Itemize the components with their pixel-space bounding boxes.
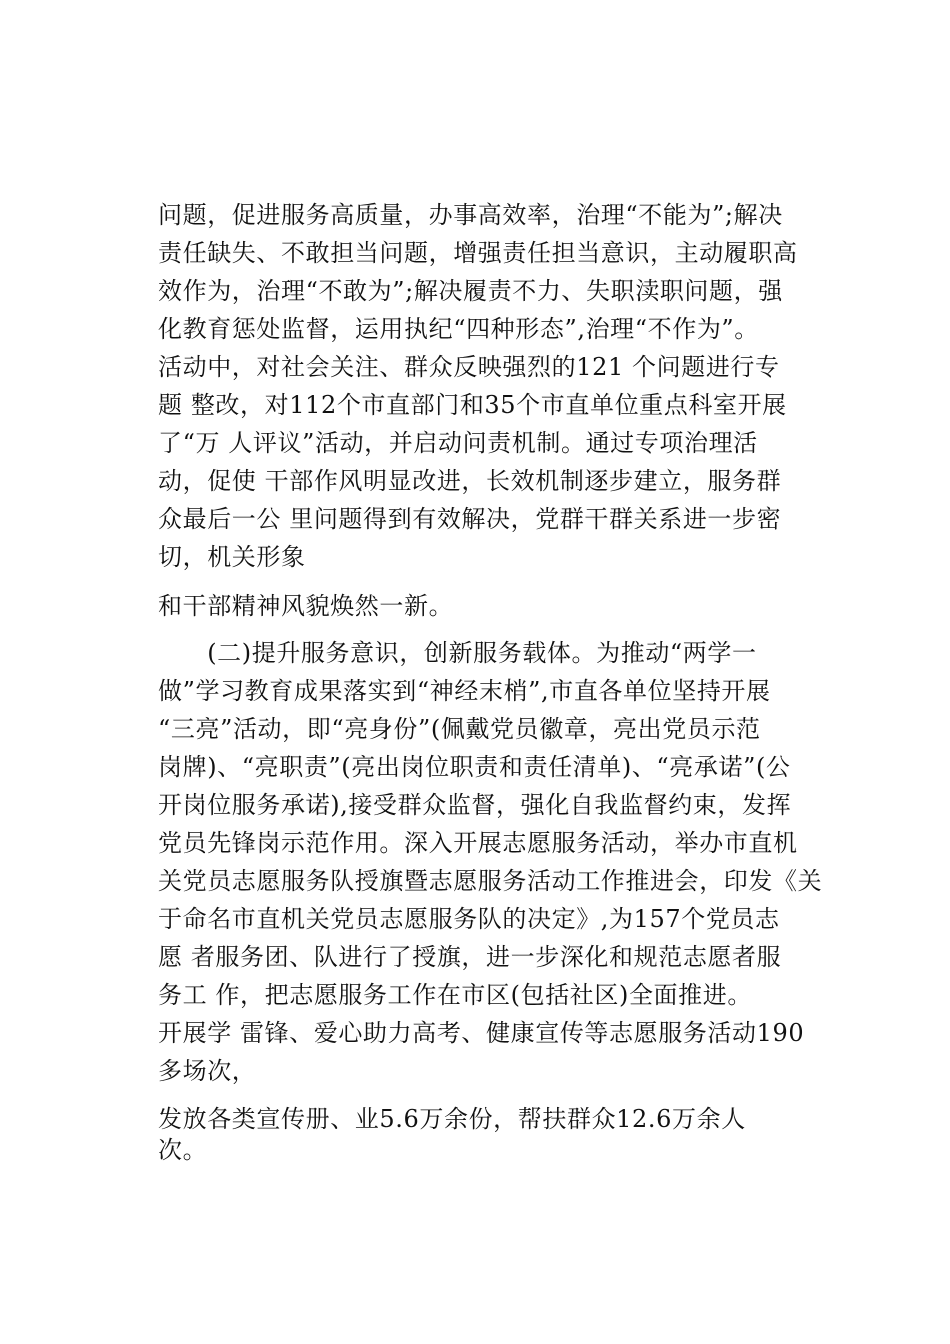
- paragraph-line: 党员先锋岗示范作用。深入开展志愿服务活动，举办市直机: [158, 829, 798, 857]
- paragraph-line: 和干部精神风貌焕然一新。: [158, 592, 454, 620]
- paragraph-line: 了“万 人评议”活动，并启动问责机制。通过专项治理活: [158, 429, 758, 457]
- paragraph-line: 题 整改，对112个市直部门和35个市直单位重点科室开展: [158, 391, 787, 419]
- paragraph-line: 岗牌)、“亮职责”(亮出岗位职责和责任清单)、“亮承诺”(公: [158, 753, 791, 781]
- section-heading-line: (二)提升服务意识，创新服务载体。为推动“两学一: [158, 639, 757, 667]
- paragraph-line: 切，机关形象: [158, 543, 306, 571]
- paragraph-line: 愿 者服务团、队进行了授旗，进一步深化和规范志愿者服: [158, 943, 782, 971]
- paragraph-line: 责任缺失、不敢担当问题，增强责任担当意识，主动履职高: [158, 239, 798, 267]
- paragraph-line: 效作为，治理“不敢为”;解决履责不力、失职渎职问题，强: [158, 277, 783, 305]
- paragraph-line: 众最后一公 里问题得到有效解决，党群干群关系进一步密: [158, 505, 782, 533]
- paragraph-line: 化教育惩处监督，运用执纪“四种形态”,治理“不作为”。: [158, 315, 759, 343]
- paragraph-line: 关党员志愿服务队授旗暨志愿服务活动工作推进会，印发《关: [158, 867, 823, 895]
- paragraph-line: 于命名市直机关党员志愿服务队的决定》,为157个党员志: [158, 905, 780, 933]
- paragraph-line: 做”学习教育成果落实到“神经末梢”,市直各单位坚持开展: [158, 677, 771, 705]
- paragraph-line: 开岗位服务承诺),接受群众监督，强化自我监督约束，发挥: [158, 791, 792, 819]
- paragraph-line: 开展学 雷锋、爱心助力高考、健康宣传等志愿服务活动190: [158, 1019, 805, 1047]
- paragraph-line: 多场次，: [158, 1057, 257, 1085]
- paragraph-line: 次。: [158, 1136, 208, 1164]
- paragraph-line: 动，促使 干部作风明显改进，长效机制逐步建立，服务群: [158, 467, 782, 495]
- paragraph-line: 问题，促进服务高质量，办事高效率，治理“不能为”;解决: [158, 201, 783, 229]
- paragraph-line: “三亮”活动，即“亮身份”(佩戴党员徽章，亮出党员示范: [158, 715, 761, 743]
- paragraph-line: 务工 作，把志愿服务工作在市区(包括社区)全面推进。: [158, 981, 752, 1009]
- paragraph-line: 活动中，对社会关注、群众反映强烈的121 个问题进行专: [158, 353, 780, 381]
- paragraph-line: 发放各类宣传册、业5.6万余份，帮扶群众12.6万余人: [158, 1105, 746, 1133]
